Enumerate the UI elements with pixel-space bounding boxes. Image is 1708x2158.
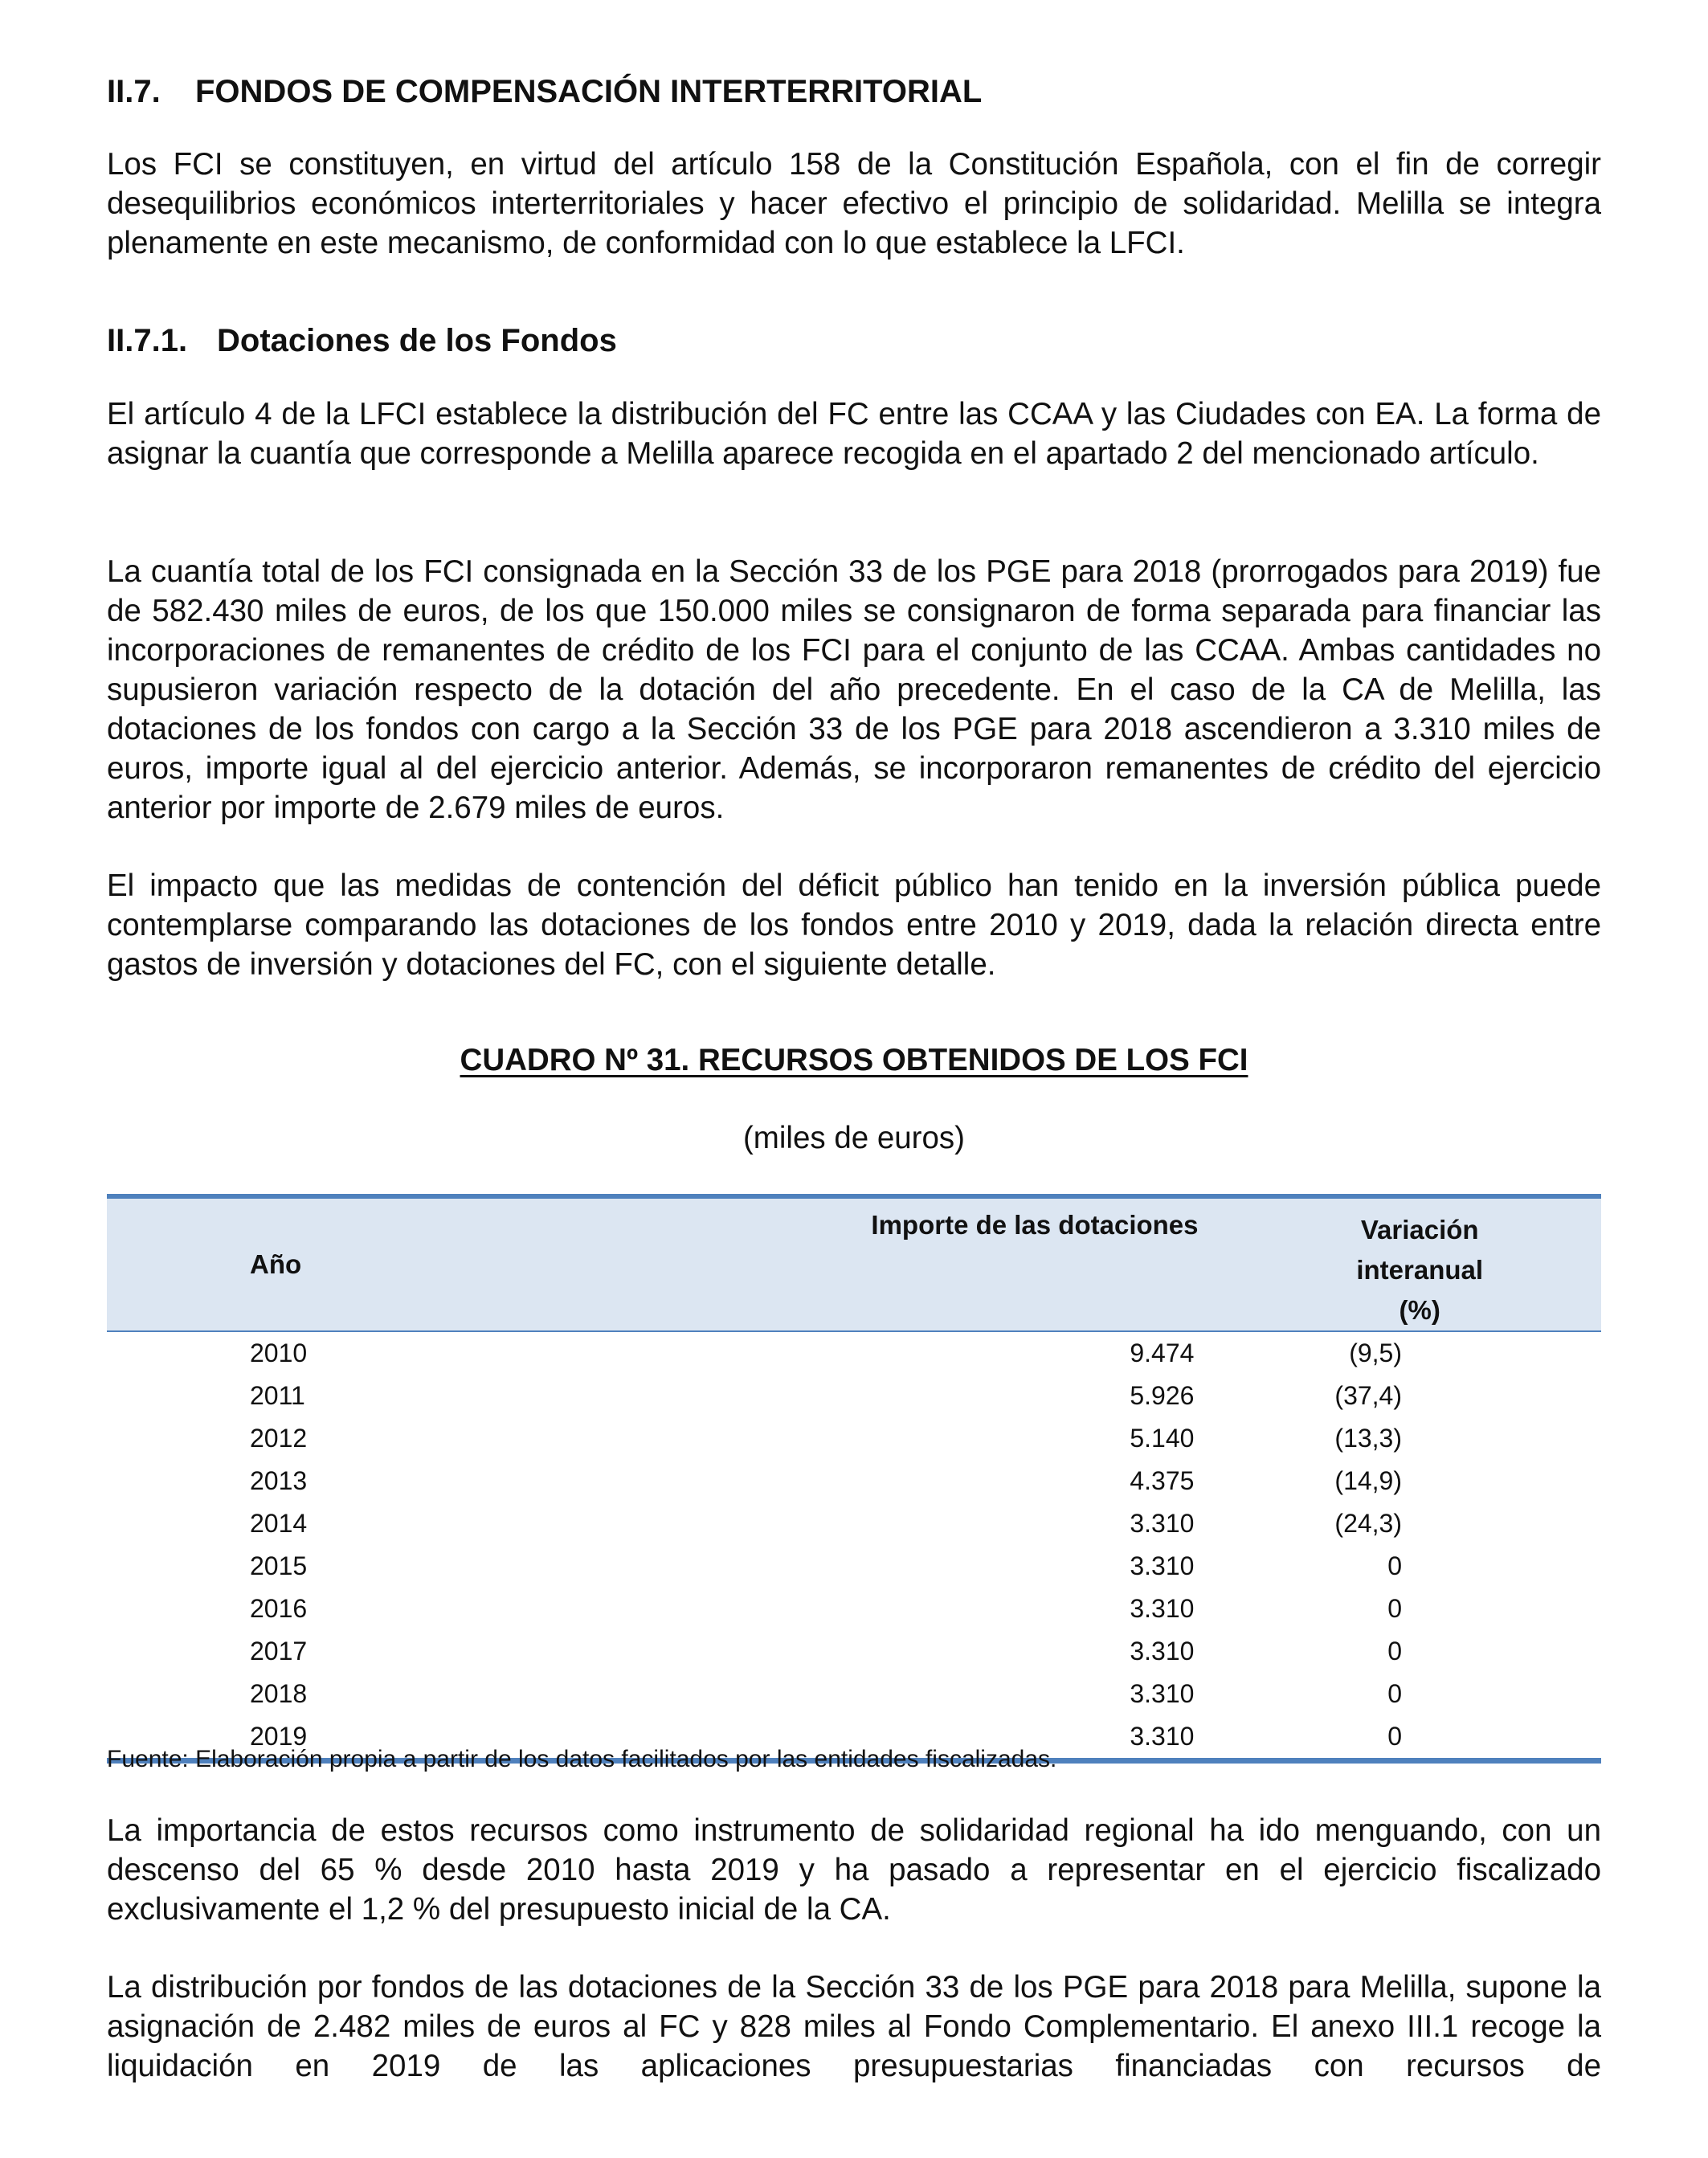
cell-variation: 0 (1387, 1679, 1402, 1708)
table-row (107, 1673, 1601, 1715)
header-variation (1334, 1196, 1601, 1331)
cell-variation: (14,9) (1334, 1466, 1402, 1495)
table-row (107, 1460, 1601, 1502)
table-header-row (107, 1196, 1601, 1331)
cell-variation: 0 (1387, 1594, 1402, 1623)
cell-amount: 9.474 (1130, 1339, 1195, 1367)
fci-resources-table (107, 1194, 1601, 1764)
table-row (107, 1375, 1601, 1417)
subsection-number: II.7.1. (107, 323, 188, 358)
cell-year: 2011 (250, 1381, 305, 1410)
cell-variation: (13,3) (1334, 1424, 1402, 1453)
cell-amount: 5.140 (1130, 1424, 1195, 1453)
cell-amount: 3.310 (1130, 1551, 1195, 1580)
header-variation-label: Variación interanual (1356, 1215, 1484, 1285)
paragraph-importancia: La importancia de estos recursos como instrumento de solidaridad regional ha ido menguando, con un descenso del 65 % desde 2010 hasta 2019 y ha pasado a representar en el ejercicio fiscalizado exclusivamente el 1,2 % del presupuesto inicial de la CA. (107, 1813, 1601, 1927)
cell-year: 2019 (107, 1715, 534, 1761)
cell-amount: 3.310 (1130, 1594, 1195, 1623)
table-source-note: Fuente: Elaboración propia a partir de los datos facilitados por las entidades fiscalizadas. (107, 1746, 1057, 1772)
cell-variation: (24,3) (1334, 1509, 1402, 1538)
subsection-title: Dotaciones de los Fondos (217, 323, 617, 358)
table-row (107, 1545, 1601, 1588)
cell-amount: 5.926 (1130, 1381, 1195, 1410)
paragraph-distribucion: La distribución por fondos de las dotaciones de la Sección 33 de los PGE para 2018 para Melilla, supone la asignación de 2.482 miles de euros al FC y 828 miles al Fondo Complementario. El anexo III.1 recoge la liquidación en 2019 de las aplicaciones presupuestarias financiadas con recursos de (107, 1970, 1601, 2083)
paragraph-lfci: El artículo 4 de la LFCI establece la distribución del FC entre las CCAA y las Ciudades con EA. La forma de asignar la cuantía que corresponde a Melilla aparece recogida en el apartado 2 del mencionado artículo. (107, 397, 1601, 471)
cell-year: 2015 (250, 1551, 308, 1580)
subsection-heading (107, 321, 617, 360)
cell-variation: 0 (1334, 1715, 1601, 1761)
cell-amount: 4.375 (1130, 1466, 1195, 1495)
section-number: II.7. (107, 74, 161, 109)
header-amount: Importe de las dotaciones (534, 1196, 1335, 1331)
paragraph-cuantia: La cuantía total de los FCI consignada en la Sección 33 de los PGE para 2018 (prorrogados para 2019) fue de 582.430 miles de euros, de los que 150.000 miles se consignaron de forma separada para financiar las incorporaciones de remanentes de crédito de los FCI para el conjunto de las CCAA. Ambas cantidades no supusieron variación respecto de la dotación del año precedente. En el caso de la CA de Melilla, las dotaciones de los fondos con cargo a la Sección 33 de los PGE para 2018 ascendieron a 3.310 miles de euros, importe igual al del ejercicio anterior. Además, se incorporaron remanentes de crédito del ejercicio anterior por importe de 2.679 miles de euros. (107, 554, 1601, 825)
paragraph-impacto: El impacto que las medidas de contención del déficit público han tenido en la inversión pública puede contemplarse comparando las dotaciones de los fondos entre 2010 y 2019, dada la relación directa entre gastos de inversión y dotaciones del FC, con el siguiente detalle. (107, 869, 1601, 982)
cell-amount: 3.310 (1130, 1679, 1195, 1708)
table-row (107, 1630, 1601, 1673)
table-row (107, 1331, 1601, 1375)
cell-amount: 3.310 (1130, 1637, 1195, 1666)
table-title: CUADRO Nº 31. RECURSOS OBTENIDOS DE LOS FCI (460, 1043, 1248, 1077)
cell-year: 2018 (250, 1679, 308, 1708)
table-row (107, 1417, 1601, 1460)
cell-year: 2016 (250, 1594, 308, 1623)
cell-year: 2012 (250, 1424, 308, 1453)
cell-amount: 3.310 (1130, 1509, 1195, 1538)
table-units: (miles de euros) (742, 1121, 965, 1155)
intro-paragraph: Los FCI se constituyen, en virtud del artículo 158 de la Constitución Española, con el fin de corregir desequilibrios económicos interterritoriales y hacer efectivo el principio de solidaridad. Melilla se integra plenamente en este mecanismo, de conformidad con lo que establece la LFCI. (107, 147, 1601, 260)
cell-variation: 0 (1387, 1637, 1402, 1666)
cell-year: 2010 (250, 1339, 308, 1367)
cell-year: 2013 (250, 1466, 308, 1495)
section-title: FONDOS DE COMPENSACIÓN INTERTERRITORIAL (195, 74, 983, 109)
table-row (107, 1588, 1601, 1630)
cell-year: 2017 (250, 1637, 308, 1666)
cell-year: 2014 (250, 1509, 308, 1538)
header-variation-unit: (%) (1399, 1295, 1440, 1325)
section-heading (107, 72, 982, 111)
cell-variation: 0 (1387, 1551, 1402, 1580)
cell-amount: 3.310 (534, 1715, 1335, 1761)
header-year: Año (107, 1196, 534, 1331)
cell-variation: (37,4) (1334, 1381, 1402, 1410)
cell-variation: (9,5) (1349, 1339, 1402, 1367)
table-row (107, 1502, 1601, 1545)
